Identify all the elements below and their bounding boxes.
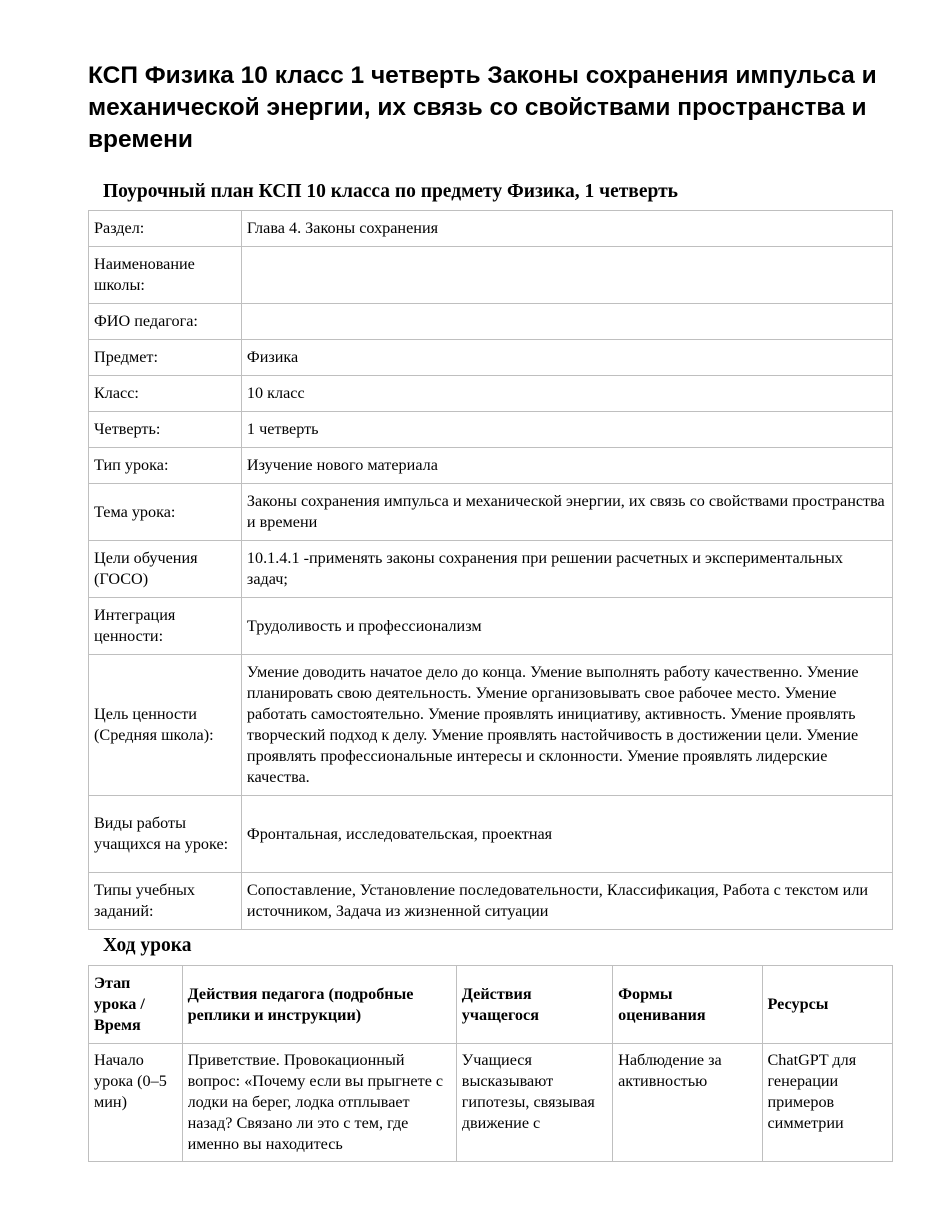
cell-student-actions-text: Учащиеся высказывают гипотезы, связывая движение с <box>461 1051 595 1132</box>
plan-info-table <box>88 210 893 930</box>
row-label: Виды работы учащихся на уроке: <box>89 796 242 873</box>
row-label: Наименование школы: <box>89 247 242 304</box>
row-value: Глава 4. Законы сохранения <box>241 211 892 247</box>
table-row <box>89 484 893 541</box>
row-label: Тема урока: <box>89 484 242 541</box>
row-value: Сопоставление, Установление последовательности, Классификация, Работа с текстом или источником, Задача из жизненной ситуации <box>241 873 892 930</box>
row-label: Цель ценности (Средняя школа): <box>89 655 242 796</box>
table-row <box>89 376 893 412</box>
row-label: Четверть: <box>89 412 242 448</box>
table-row <box>89 304 893 340</box>
table-row <box>89 655 893 796</box>
table-row <box>89 1044 893 1162</box>
cell-student-actions <box>456 1044 612 1162</box>
row-value: Изучение нового материала <box>241 448 892 484</box>
table-row <box>89 247 893 304</box>
row-value <box>241 304 892 340</box>
plan-title: Поурочный план КСП 10 класса по предмету Физика, 1 четверть <box>103 181 678 202</box>
row-value: 1 четверть <box>241 412 892 448</box>
cell-teacher-actions <box>182 1044 456 1162</box>
row-label: Типы учебных заданий: <box>89 873 242 930</box>
table-row <box>89 541 893 598</box>
table-row <box>89 873 893 930</box>
cell-resources-text: ChatGPT для генерации примеров симметрии <box>767 1051 857 1132</box>
table-row <box>89 598 893 655</box>
row-label: Класс: <box>89 376 242 412</box>
table-row <box>89 796 893 873</box>
document-title: КСП Физика 10 класс 1 четверть Законы сохранения импульса и механической энергии, их связь со свойствами пространства и времени <box>88 62 877 153</box>
row-value: 10 класс <box>241 376 892 412</box>
table-row <box>89 211 893 247</box>
header-resources: Ресурсы <box>762 966 893 1044</box>
lesson-title: Ход урока <box>103 935 192 956</box>
row-value <box>241 247 892 304</box>
row-label: Тип урока: <box>89 448 242 484</box>
table-header-row <box>89 966 893 1044</box>
header-stage: Этап урока / Время <box>89 966 183 1044</box>
cell-stage-text: Начало урока (0–5 мин) <box>94 1051 167 1111</box>
cell-teacher-actions-text: Приветствие. Провокационный вопрос: «Почему если вы прыгнете с лодки на берег, лодка отплывает назад? Связано ли это с тем, где именно вы находитесь <box>187 1051 444 1153</box>
table-row <box>89 412 893 448</box>
cell-stage <box>89 1044 183 1162</box>
row-label: ФИО педагога: <box>89 304 242 340</box>
row-value: Законы сохранения импульса и механической энергии, их связь со свойствами пространства и времени <box>241 484 892 541</box>
row-value: Фронтальная, исследовательская, проектная <box>241 796 892 873</box>
row-value: 10.1.4.1 -применять законы сохранения при решении расчетных и экспериментальных задач; <box>241 541 892 598</box>
cell-assessment-text: Наблюдение за активностью <box>618 1051 722 1090</box>
header-student-actions: Действия учащегося <box>456 966 612 1044</box>
row-value: Умение доводить начатое дело до конца. Умение выполнять работу качественно. Умение планировать свою деятельность. Умение организовывать свое рабочее место. Умение работать самостоятельно. Умение проявлять инициативу, активность. Умение проявлять творческий подход к делу. Умение проявлять настойчивость в достижении цели. Умение проявлять профессиональные интересы и склонности. Умение проявлять лидерские качества. <box>241 655 892 796</box>
header-teacher-actions: Действия педагога (подробные реплики и инструкции) <box>182 966 456 1044</box>
table-row <box>89 448 893 484</box>
table-row <box>89 340 893 376</box>
row-value: Физика <box>241 340 892 376</box>
row-label: Интеграция ценности: <box>89 598 242 655</box>
row-label: Раздел: <box>89 211 242 247</box>
row-value: Трудоливость и профессионализм <box>241 598 892 655</box>
row-label: Цели обучения (ГОСО) <box>89 541 242 598</box>
cell-assessment <box>613 1044 762 1162</box>
row-label: Предмет: <box>89 340 242 376</box>
lesson-table <box>88 965 893 1162</box>
header-assessment: Формы оценивания <box>613 966 762 1044</box>
cell-resources <box>762 1044 893 1162</box>
